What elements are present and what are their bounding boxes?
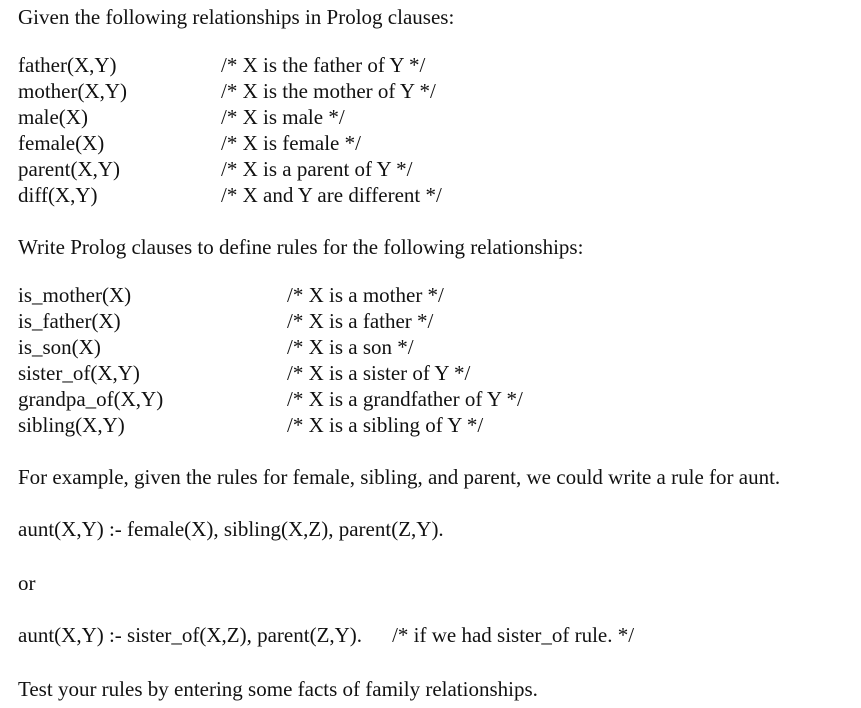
example-rule-1: aunt(X,Y) :- female(X), sibling(X,Z), parent(Z,Y).: [18, 517, 444, 541]
rule-comment: /* X is a sister of Y */: [287, 361, 471, 385]
task-text: Write Prolog clauses to define rules for the following relationships:: [18, 235, 584, 259]
given-relation-row: [18, 78, 442, 104]
rule-comment: /* X is a sibling of Y */: [287, 413, 484, 437]
rule-comment: /* X is a mother */: [287, 283, 444, 307]
given-relation-row: [18, 104, 442, 130]
rule-row: [18, 412, 523, 438]
example-rule-2-line: [18, 622, 634, 648]
given-relation-comment: /* X is the father of Y */: [221, 53, 426, 77]
given-relation-comment: /* X is male */: [221, 105, 345, 129]
given-relation-row: [18, 182, 442, 208]
rule-row: [18, 282, 523, 308]
rule-clause: is_son(X): [18, 335, 101, 359]
given-relation-comment: /* X is the mother of Y */: [221, 79, 436, 103]
rule-comment: /* X is a grandfather of Y */: [287, 387, 523, 411]
rules-to-define-list: [18, 282, 523, 438]
given-relation-comment: /* X is a parent of Y */: [221, 157, 413, 181]
rule-clause: is_father(X): [18, 309, 121, 333]
given-relation-row: [18, 52, 442, 78]
given-relations-list: [18, 52, 442, 208]
given-relation-comment: /* X and Y are different */: [221, 183, 442, 207]
rule-clause: grandpa_of(X,Y): [18, 387, 164, 411]
given-relation-clause: diff(X,Y): [18, 183, 98, 207]
given-relation-clause: parent(X,Y): [18, 157, 121, 181]
rule-comment: /* X is a father */: [287, 309, 434, 333]
rule-row: [18, 360, 523, 386]
given-relation-clause: mother(X,Y): [18, 79, 128, 103]
example-rule-2-comment: /* if we had sister_of rule. */: [392, 623, 635, 647]
given-relation-comment: /* X is female */: [221, 131, 361, 155]
rule-row: [18, 386, 523, 412]
example-rule-2: aunt(X,Y) :- sister_of(X,Z), parent(Z,Y).: [18, 623, 363, 647]
intro-text: Given the following relationships in Prolog clauses:: [18, 5, 455, 29]
given-relation-row: [18, 156, 442, 182]
rule-comment: /* X is a son */: [287, 335, 414, 359]
rule-clause: sibling(X,Y): [18, 413, 125, 437]
rule-row: [18, 308, 523, 334]
or-text: or: [18, 571, 36, 595]
rule-clause: is_mother(X): [18, 283, 132, 307]
given-relation-clause: father(X,Y): [18, 53, 117, 77]
rule-row: [18, 334, 523, 360]
closing-text: Test your rules by entering some facts of family relationships.: [18, 677, 538, 701]
example-intro-text: For example, given the rules for female, sibling, and parent, we could write a rule for aunt.: [18, 465, 781, 489]
given-relation-row: [18, 130, 442, 156]
given-relation-clause: male(X): [18, 105, 88, 129]
given-relation-clause: female(X): [18, 131, 105, 155]
rule-clause: sister_of(X,Y): [18, 361, 140, 385]
